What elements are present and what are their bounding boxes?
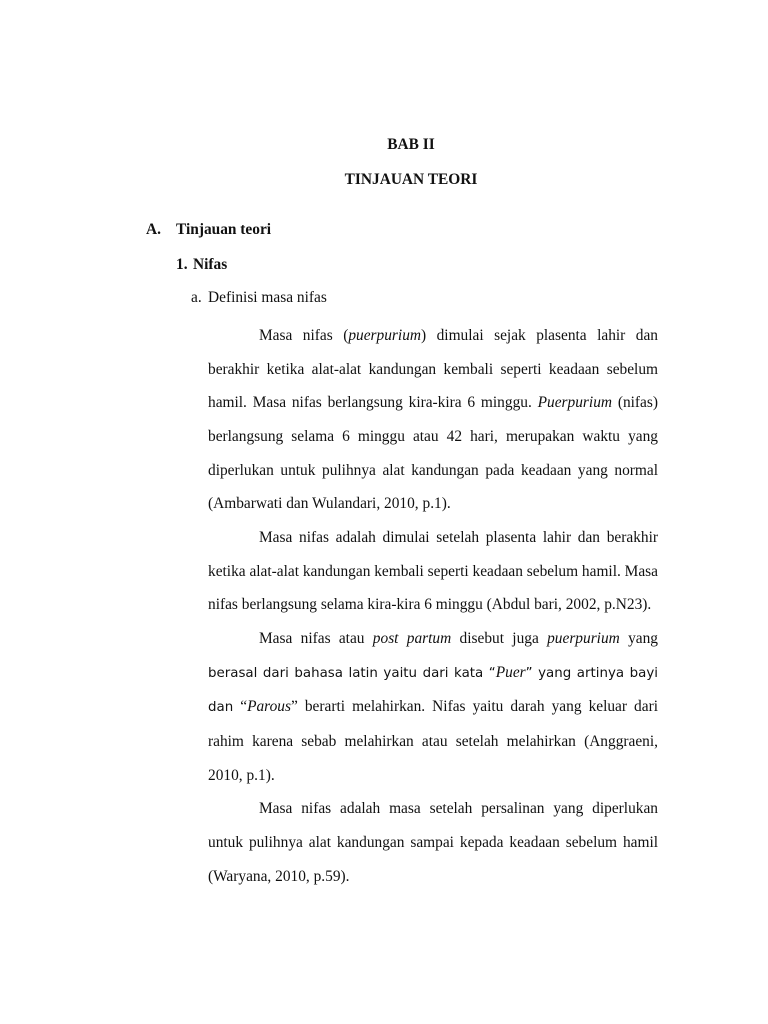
- section-a-number: A.: [146, 221, 161, 238]
- subsection-1-number: 1.: [176, 256, 188, 273]
- paragraph-1-text-3: (nifas) berlangsung selama 6 minggu atau 42 hari, merupakan waktu yang diperlukan untuk pulihnya alat kandungan pada keadaan yang normal (Ambarwati dan Wulandari, 2010, p.1).: [208, 394, 658, 513]
- paragraph-3-text-4: “: [233, 698, 248, 716]
- paragraph-3-text-1: Masa nifas atau: [259, 629, 373, 647]
- paragraph-3-sans-text-2: ” yang artinya bayi dan: [208, 665, 658, 716]
- subsection-1-title: Nifas: [193, 256, 228, 273]
- paragraph-4: [208, 792, 658, 893]
- paragraph-3-text-5: ” berarti melahirkan. Nifas yaitu darah yang keluar dari rahim karena sebab melahirkan atau setelah melahirkan (Anggraeni, 2010, p.1).: [208, 698, 658, 784]
- paragraph-2: [208, 521, 658, 622]
- subsubsection-a-number: a.: [191, 289, 202, 306]
- paragraph-2-text-1: Masa nifas adalah dimulai setelah plasenta lahir dan berakhir ketika alat-alat kandungan kembali seperti keadaan sebelum hamil. Masa nifas berlangsung selama kira-kira 6 minggu (Abdul bari, 2002, p.N23).: [208, 528, 659, 614]
- paragraph-1-text-1: Masa nifas (: [259, 327, 349, 344]
- paragraph-1: [208, 319, 658, 521]
- chapter-title: TINJAUAN TEORI: [344, 171, 478, 188]
- section-a-heading: [146, 221, 271, 239]
- paragraph-3-italic-4: Parous: [247, 698, 291, 716]
- paragraph-3-italic-2: puerpurium: [547, 629, 620, 647]
- body-text: [208, 319, 658, 893]
- subsection-1-heading: [176, 256, 227, 274]
- paragraph-4-text-1: Masa nifas adalah masa setelah persalinan yang diperlukan untuk pulihnya alat kandungan sampai kepada keadaan sebelum hamil (Waryana, 2010, p.59).: [208, 800, 658, 885]
- paragraph-3-text-2: disebut juga: [451, 629, 548, 647]
- paragraph-3-text-3: yang: [619, 629, 658, 647]
- section-a-title: Tinjauan teori: [176, 221, 272, 238]
- paragraph-1-italic-2: Puerpurium: [537, 394, 613, 412]
- paragraph-3-italic-1: post partum: [372, 629, 452, 647]
- subsubsection-a-title: Definisi masa nifas: [208, 289, 327, 306]
- subsubsection-a-heading: [191, 289, 327, 307]
- paragraph-3-sans-text-1: berasal dari bahasa latin yaitu dari kata “: [208, 665, 496, 681]
- paragraph-1-text-2: ) dimulai sejak plasenta lahir dan berakhir ketika alat-alat kandungan kembali seperti keadaan sebelum hamil. Masa nifas berlangsung kira-kira 6 minggu.: [208, 327, 658, 412]
- paragraph-1-italic-1: puerpurium: [348, 327, 422, 344]
- chapter-heading: BAB II: [387, 136, 435, 153]
- paragraph-3: [208, 622, 658, 792]
- paragraph-3-italic-3: Puer: [495, 663, 526, 681]
